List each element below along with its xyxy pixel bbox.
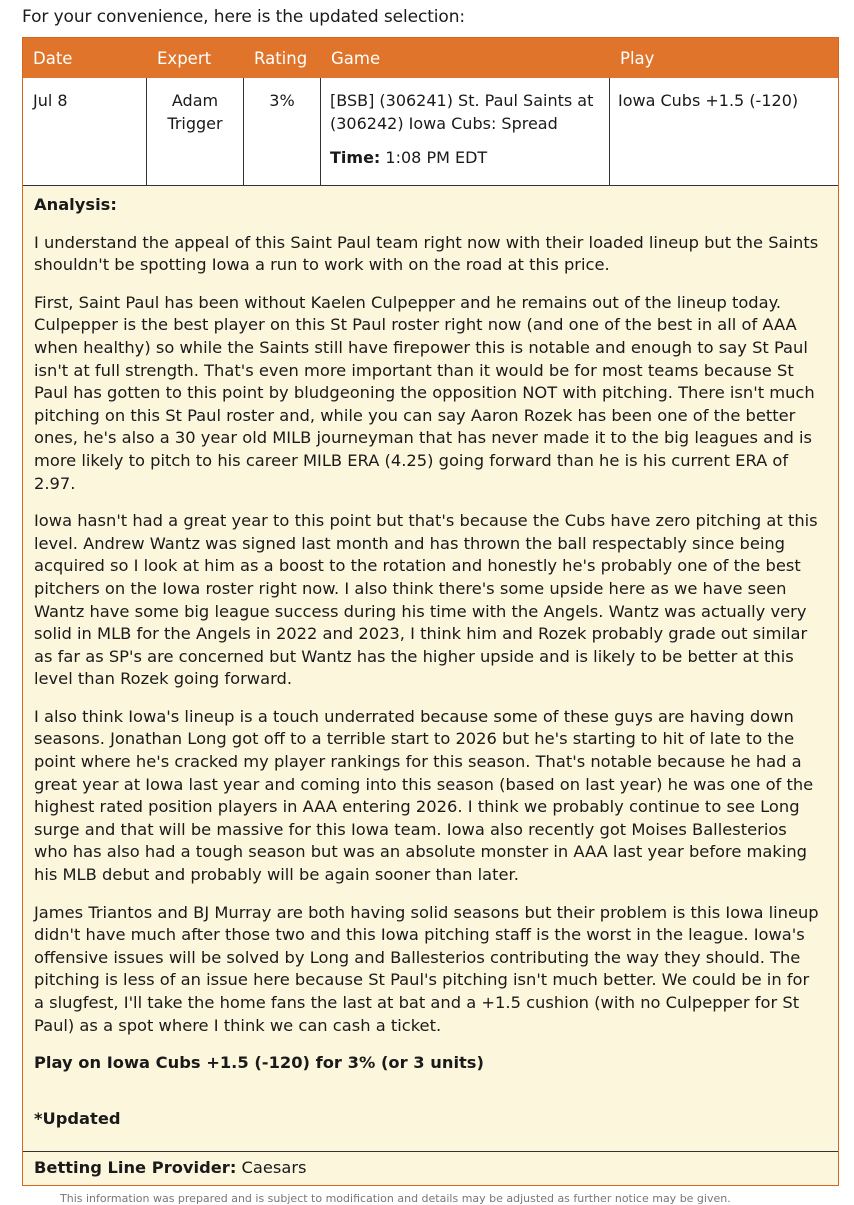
cell-expert [147,78,244,186]
provider-value: Caesars [241,1158,307,1178]
analysis-paragraph-3: Iowa hasn't had a great year to this point but that's because the Cubs have zero pitching at this level. Andrew Wantz was signed last month and has thrown the ball respectably since being acquired so I look at him as a boost to the rotation and honestly he's probably one of the best pitchers on the Iowa roster right now. I also think there's some upside here as we have seen Wantz have some big league success during his time with the Angels. Wantz was actually very solid in MLB for the Angels in 2022 and 2023, I think him and Rozek probably grade out similar as far as SP's are concerned but Wantz has the higher upside and is likely to be better at this level than Rozek going forward. [34,511,818,689]
betting-line-provider [23,1151,838,1185]
time-label: Time: [330,148,381,167]
cell-game [321,78,610,186]
intro-text: For your convenience, here is the updated selection: [22,7,466,27]
game-line-2: (306242) Iowa Cubs: Spread [330,113,558,133]
cell-date: Jul 8 [23,78,147,186]
disclaimer-text: This information was prepared and is subject to modification and details may be adjusted as further notice may be given. [60,1192,731,1205]
provider-label: Betting Line Provider: [34,1158,237,1178]
expert-first-name: Adam [171,91,219,110]
cell-rating: 3% [244,78,321,186]
analysis-section [23,186,838,1151]
header-rating: Rating [254,48,308,68]
time-value: 1:08 PM EDT [385,148,488,167]
analysis-paragraph-4: I also think Iowa's lineup is a touch underrated because some of these guys are having down seasons. Jonathan Long got off to a terrible start to 2026 but he's starting to hit of late to the point where he's cracked my player rankings for this season. That's notable because he had a great year at Iowa last year and coming into this season (based on last year) he was one of the highest rated position players in AAA entering 2026. I think we probably continue to see Long surge and that will be massive for this Iowa team. Iowa also recently got Moises Ballesterios who has also had a tough season but was an absolute monster in AAA last year before making his MLB debut and probably will be again sooner than later. [34,706,814,885]
analysis-paragraph-5: James Triantos and BJ Murray are both having solid seasons but their problem is this Iowa lineup didn't have much after those two and this Iowa pitching staff is the worst in the league. Iowa's offensive issues will be solved by Long and Ballesterios contributing the way they should. The pitching is less of an issue here because St Paul's pitching isn't much better. We could be in for a slugfest, I'll take the home fans the last at bat and a +1.5 cushion (with no Culpepper for St Paul) as a spot where I think we can cash a ticket. [34,902,819,1035]
header-game: Game [331,48,381,68]
table-header [23,38,838,78]
play-summary: Play on Iowa Cubs +1.5 (-120) for 3% (or 3 units) [34,1053,484,1073]
analysis-paragraph-2: First, Saint Paul has been without Kaelen Culpepper and he remains out of the lineup today. Culpepper is the best player on this St Paul roster right now (and one of the best in all of AAA when healthy) so while the Saints still have firepower this is notable and enough to say St Paul isn't at full strength. That's even more important than it would be for most teams because St Paul has gotten to this point by bludgeoning the opposition NOT with pitching. There isn't much pitching on this St Paul roster and, while you can say Aaron Rozek has been one of the better ones, he's also a 30 year old MILB journeyman that has never made it to the big leagues and is more likely to pitch to his career MILB ERA (4.25) going forward than he is his current ERA of 2.97. [34,292,815,493]
header-expert: Expert [157,48,212,68]
updated-note: *Updated [34,1108,121,1128]
header-play: Play [620,48,655,68]
table-row [23,78,838,186]
game-line-1: [BSB] (306241) St. Paul Saints at [330,91,594,110]
analysis-label: Analysis: [34,195,117,214]
game-time [330,147,609,170]
analysis-paragraph-1: I understand the appeal of this Saint Paul team right now with their loaded lineup but the Saints shouldn't be spotting Iowa a run to work with on the road at this price. [34,232,819,275]
header-date: Date [33,48,73,68]
expert-last-name: Trigger [167,113,223,133]
cell-play: Iowa Cubs +1.5 (-120) [610,78,838,186]
selection-card [22,37,839,1186]
